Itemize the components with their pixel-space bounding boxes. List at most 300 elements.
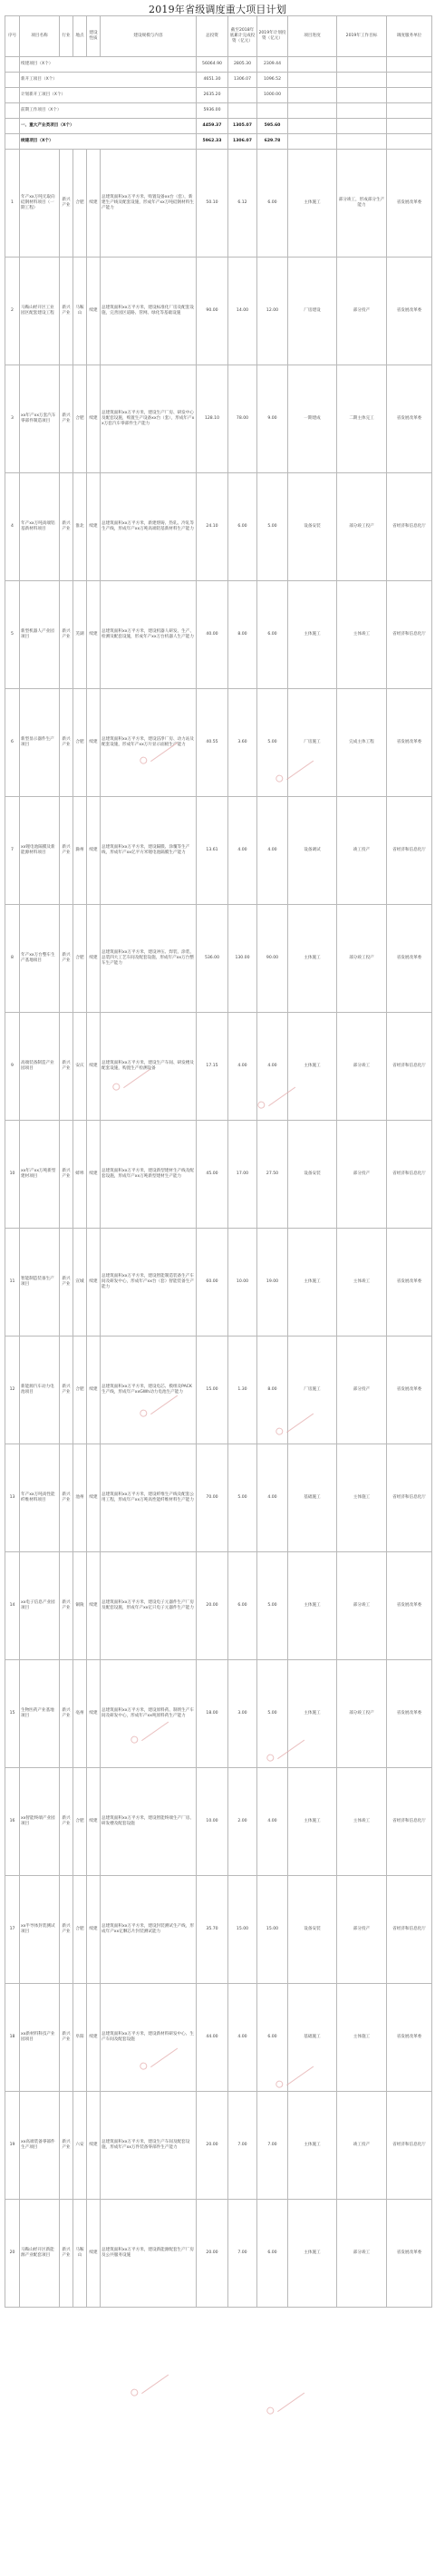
project-unit-cell: 省经济和信息化厅: [387, 1768, 432, 1876]
col-header-done: 截至2018年底累计完成投资（亿元）: [228, 16, 257, 57]
project-plan-cell: 5.00: [257, 689, 288, 797]
project-goal-cell: 部分竣工投产: [337, 905, 387, 1013]
project-plan-cell: 6.00: [257, 150, 288, 258]
project-row: [5, 150, 432, 258]
project-location-cell: 马鞍山: [73, 258, 87, 365]
project-progress-cell: 厂房施工: [288, 689, 337, 797]
project-location-cell: 安庆: [73, 1013, 87, 1121]
project-plan-cell: 90.00: [257, 905, 288, 1013]
project-unit-cell: 省经济和信息化厅: [387, 473, 432, 581]
project-content-cell: 总建筑面积xx万平方米，购置设备xx台（套），新建生产线及配套设施，形成年产xx万吨硅钢材料生产能力: [101, 150, 197, 258]
project-industry-cell: 新兴产业: [60, 473, 73, 581]
summary-row: [5, 73, 432, 88]
project-done-cell: 4.00: [228, 1013, 257, 1121]
col-header-unit: 调度服务单位: [387, 16, 432, 57]
project-location-cell: 淮北: [73, 473, 87, 581]
project-name-cell: 年产xx万吨高端铝基新材料项目: [20, 473, 60, 581]
project-content-cell: 总建筑面积xx万平方米，建设新材料研发中心、生产车间及配套设施: [101, 1984, 197, 2092]
project-progress-cell: 设备安装: [288, 1121, 337, 1229]
project-done-cell: 78.00: [228, 365, 257, 473]
summary-plan: 1000.00: [257, 88, 288, 103]
project-unit-cell: 省发展改革委: [387, 1984, 432, 2092]
project-plan-cell: 6.00: [257, 2200, 288, 2308]
project-content-cell: 总建筑面积xx万平方米，建设原料药、制剂生产车间及研发中心，形成年产xx吨原料药生产能力: [101, 1660, 197, 1768]
project-done-cell: 6.12: [228, 150, 257, 258]
summary-blank: [387, 103, 432, 119]
project-no-cell: 17: [5, 1876, 20, 1984]
project-total-cell: 18.00: [197, 1660, 228, 1768]
col-header-progress: 项目进度: [288, 16, 337, 57]
project-no-cell: 16: [5, 1768, 20, 1876]
project-name-cell: 年产xx万吨高性能纤维材料项目: [20, 1444, 60, 1552]
project-total-cell: 17.15: [197, 1013, 228, 1121]
project-plan-cell: 4.00: [257, 797, 288, 905]
project-nature-cell: 续建: [87, 1121, 101, 1229]
project-nature-cell: 续建: [87, 1229, 101, 1337]
project-nature-cell: 续建: [87, 1660, 101, 1768]
page-title: 2019年省级调度重大项目计划: [149, 4, 286, 15]
project-progress-cell: 基础施工: [288, 1444, 337, 1552]
col-header-content: 建设规模与内容: [101, 16, 197, 57]
project-goal-cell: 竣工投产: [337, 797, 387, 905]
project-nature-cell: 续建: [87, 689, 101, 797]
project-row: [5, 1876, 432, 1984]
col-header-industry: 行业: [60, 16, 73, 57]
project-done-cell: 7.00: [228, 2092, 257, 2200]
project-location-cell: 亳州: [73, 1660, 87, 1768]
project-done-cell: 2.00: [228, 1768, 257, 1876]
project-no-cell: 11: [5, 1229, 20, 1337]
summary-blank: [337, 57, 387, 73]
project-unit-cell: 省发展改革委: [387, 150, 432, 258]
project-plan-cell: 19.00: [257, 1229, 288, 1337]
project-unit-cell: 省发展改革委: [387, 1229, 432, 1337]
project-location-cell: 宣城: [73, 1229, 87, 1337]
project-row: [5, 1337, 432, 1444]
summary-plan: 595.60: [257, 119, 288, 134]
project-goal-cell: 完成主体工程: [337, 689, 387, 797]
summary-row: [5, 134, 432, 150]
project-nature-cell: 续建: [87, 1876, 101, 1984]
project-content-cell: 总建筑面积xx万平方米，建设洁净厂房、动力站及配套设施，形成年产xx万片显示面板生产能力: [101, 689, 197, 797]
project-row: [5, 581, 432, 689]
project-industry-cell: 新兴产业: [60, 1337, 73, 1444]
project-done-cell: 5.00: [228, 1444, 257, 1552]
project-no-cell: 7: [5, 797, 20, 905]
summary-blank: [288, 134, 337, 150]
project-content-cell: 总建筑面积xx万平方米，新建熔铸、热轧、冷轧等生产线，形成年产xx万吨高端铝基新材料生产能力: [101, 473, 197, 581]
table-header-row: [5, 16, 432, 57]
project-plan-cell: 6.00: [257, 1984, 288, 2092]
project-content-cell: 总建筑面积xx万平方米，建设新能源配套生产厂房及公共服务设施: [101, 2200, 197, 2308]
project-goal-cell: 部分投产: [337, 258, 387, 365]
project-content-cell: 总建筑面积xx万平方米，建设纤维生产线及配套公用工程，形成年产xx万吨高性能纤维材料生产能力: [101, 1444, 197, 1552]
project-done-cell: 14.00: [228, 258, 257, 365]
project-unit-cell: 省发展改革委: [387, 2200, 432, 2308]
project-plan-cell: 27.50: [257, 1121, 288, 1229]
project-nature-cell: 续建: [87, 1552, 101, 1660]
project-total-cell: 20.00: [197, 1552, 228, 1660]
summary-total: 4651.30: [197, 73, 228, 88]
project-industry-cell: 新兴产业: [60, 1984, 73, 2092]
project-row: [5, 689, 432, 797]
project-nature-cell: 续建: [87, 1013, 101, 1121]
project-row: [5, 1984, 432, 2092]
project-done-cell: 10.00: [228, 1229, 257, 1337]
col-header-goal: 2019年工作目标: [337, 16, 387, 57]
project-nature-cell: 续建: [87, 1444, 101, 1552]
project-progress-cell: 主体施工: [288, 1660, 337, 1768]
project-industry-cell: 新兴产业: [60, 1768, 73, 1876]
summary-label: 前期工作项目（X个）: [20, 103, 197, 119]
summary-blank: [288, 57, 337, 73]
project-done-cell: 8.00: [228, 581, 257, 689]
project-goal-cell: 主体竣工: [337, 581, 387, 689]
project-name-cell: 年产xx万吨无取向硅钢材料项目（一期工程）: [20, 150, 60, 258]
project-plan-cell: 15.00: [257, 1876, 288, 1984]
project-done-cell: 7.00: [228, 2200, 257, 2308]
project-location-cell: 阜阳: [73, 1984, 87, 2092]
summary-no-cell: [5, 119, 20, 134]
project-no-cell: 9: [5, 1013, 20, 1121]
project-content-cell: 总建筑面积xx万平方米，建设隔膜、涂覆等生产线，形成年产xx亿平方米锂电池隔膜生产能力: [101, 797, 197, 905]
col-header-name: 项目名称: [20, 16, 60, 57]
project-no-cell: 5: [5, 581, 20, 689]
project-location-cell: 合肥: [73, 689, 87, 797]
project-content-cell: 总建筑面积xx万平方米，建设封装测试生产线，形成年产xx亿颗芯片封装测试能力: [101, 1876, 197, 1984]
table-body: [5, 57, 432, 2308]
project-row: [5, 1444, 432, 1552]
project-content-cell: 总建筑面积xx万平方米，建设冲压、焊装、涂装、总装四大工艺车间及配套设施，形成年产xx万台整车生产能力: [101, 905, 197, 1013]
watermark-logo-icon: [265, 2406, 275, 2416]
watermark-stamp: [263, 2383, 304, 2416]
project-done-cell: 3.60: [228, 689, 257, 797]
summary-done: 1306.07: [228, 73, 257, 88]
project-plan-cell: 8.00: [257, 1337, 288, 1444]
project-name-cell: 新能源汽车动力电池项目: [20, 1337, 60, 1444]
project-unit-cell: 省经济和信息化厅: [387, 581, 432, 689]
project-goal-cell: 部分竣工投产: [337, 473, 387, 581]
project-content-cell: 总建筑面积xx万平方米，建设新型建材生产线及配套设施，形成年产xx万吨新型建材生产能力: [101, 1121, 197, 1229]
summary-plan: [257, 103, 288, 119]
project-goal-cell: 部分投产: [337, 1337, 387, 1444]
project-location-cell: 合肥: [73, 1768, 87, 1876]
project-location-cell: 合肥: [73, 150, 87, 258]
project-name-cell: xx高端装备零部件生产项目: [20, 2092, 60, 2200]
project-goal-cell: 部分竣工，形成部分生产能力: [337, 150, 387, 258]
summary-blank: [387, 88, 432, 103]
project-name-cell: xx锂电池隔膜及新能源材料项目: [20, 797, 60, 905]
project-content-cell: 总建筑面积xx万平方米，建设生产厂房、研发中心及配套设施，购置生产设备xx台（套），形成年产xx万套汽车零部件生产能力: [101, 365, 197, 473]
project-nature-cell: 续建: [87, 797, 101, 905]
project-progress-cell: 主体施工: [288, 150, 337, 258]
summary-done: [228, 88, 257, 103]
project-nature-cell: 续建: [87, 2200, 101, 2308]
project-goal-cell: 二期主体完工: [337, 365, 387, 473]
project-location-cell: 芜湖: [73, 581, 87, 689]
project-plan-cell: 5.00: [257, 1660, 288, 1768]
project-industry-cell: 新兴产业: [60, 258, 73, 365]
project-plan-cell: 4.00: [257, 1013, 288, 1121]
project-done-cell: 4.00: [228, 1984, 257, 2092]
project-industry-cell: 新兴产业: [60, 581, 73, 689]
project-industry-cell: 新兴产业: [60, 1876, 73, 1984]
project-total-cell: 44.00: [197, 1984, 228, 2092]
project-done-cell: 6.00: [228, 1552, 257, 1660]
project-row: [5, 2200, 432, 2308]
project-name-cell: xx新材料科技产业园项目: [20, 1984, 60, 2092]
summary-blank: [337, 119, 387, 134]
project-goal-cell: 部分投产: [337, 1121, 387, 1229]
project-total-cell: 10.00: [197, 1768, 228, 1876]
col-header-nature: 建设性质: [87, 16, 101, 57]
project-nature-cell: 续建: [87, 258, 101, 365]
project-no-cell: 18: [5, 1984, 20, 2092]
project-unit-cell: 省经济和信息化厅: [387, 797, 432, 905]
project-progress-cell: 基础施工: [288, 1984, 337, 2092]
project-unit-cell: 省发展改革委: [387, 1660, 432, 1768]
summary-label: 计划新开工项目（X个）: [20, 88, 197, 103]
project-content-cell: 总建筑面积xx万平方米，建设电子元器件生产厂房及配套设施，形成年产xx亿只电子元器件生产能力: [101, 1552, 197, 1660]
project-total-cell: 20.00: [197, 2200, 228, 2308]
project-no-cell: 4: [5, 473, 20, 581]
project-progress-cell: 主体施工: [288, 1013, 337, 1121]
project-industry-cell: 新兴产业: [60, 1552, 73, 1660]
project-unit-cell: 省经济和信息化厅: [387, 1876, 432, 1984]
project-row: [5, 1013, 432, 1121]
project-total-cell: 50.10: [197, 150, 228, 258]
summary-blank: [288, 73, 337, 88]
project-total-cell: 40.00: [197, 581, 228, 689]
project-total-cell: 24.10: [197, 473, 228, 581]
project-total-cell: 40.55: [197, 689, 228, 797]
project-location-cell: 蚌埠: [73, 1121, 87, 1229]
project-done-cell: 15.00: [228, 1876, 257, 1984]
summary-blank: [387, 73, 432, 88]
project-industry-cell: 新兴产业: [60, 905, 73, 1013]
project-no-cell: 8: [5, 905, 20, 1013]
summary-blank: [288, 88, 337, 103]
project-done-cell: 4.00: [228, 797, 257, 905]
summary-done: 2805.30: [228, 57, 257, 73]
summary-row: [5, 103, 432, 119]
project-location-cell: 合肥: [73, 1337, 87, 1444]
project-goal-cell: 部分竣工: [337, 1552, 387, 1660]
project-nature-cell: 续建: [87, 1337, 101, 1444]
project-total-cell: 90.00: [197, 258, 228, 365]
project-name-cell: 马鞍山经开区工业园区配套建设工程: [20, 258, 60, 365]
summary-blank: [387, 57, 432, 73]
project-no-cell: 20: [5, 2200, 20, 2308]
project-goal-cell: 部分竣工投产: [337, 1660, 387, 1768]
project-location-cell: 合肥: [73, 905, 87, 1013]
project-row: [5, 1660, 432, 1768]
project-no-cell: 10: [5, 1121, 20, 1229]
project-progress-cell: 主体施工: [288, 905, 337, 1013]
project-no-cell: 6: [5, 689, 20, 797]
project-row: [5, 2092, 432, 2200]
summary-blank: [288, 119, 337, 134]
project-industry-cell: 新兴产业: [60, 365, 73, 473]
project-progress-cell: 厂房建设: [288, 258, 337, 365]
summary-label: 续建项目（X个）: [20, 134, 197, 150]
project-content-cell: 总建筑面积xx万平方米，建设生产车间、研发楼及配套设施，购置生产检测设备: [101, 1013, 197, 1121]
project-unit-cell: 省经济和信息化厅: [387, 1444, 432, 1552]
project-industry-cell: 新兴产业: [60, 2092, 73, 2200]
project-name-cell: 新型机器人产业园项目: [20, 581, 60, 689]
project-row: [5, 1552, 432, 1660]
project-total-cell: 20.00: [197, 2092, 228, 2200]
project-location-cell: 滁州: [73, 797, 87, 905]
project-nature-cell: 续建: [87, 905, 101, 1013]
project-name-cell: 智能制造装备生产项目: [20, 1229, 60, 1337]
project-name-cell: xx智能终端产业园项目: [20, 1768, 60, 1876]
project-name-cell: xx半导体封装测试项目: [20, 1876, 60, 1984]
summary-total: 2635.20: [197, 88, 228, 103]
summary-blank: [337, 88, 387, 103]
project-goal-cell: 主体施工: [337, 1984, 387, 2092]
project-name-cell: xx年产xx万吨新型建材项目: [20, 1121, 60, 1229]
summary-done: 1306.07: [228, 134, 257, 150]
summary-plan: 2309.44: [257, 57, 288, 73]
summary-blank: [337, 134, 387, 150]
project-industry-cell: 新兴产业: [60, 1121, 73, 1229]
project-content-cell: 总建筑面积xx万平方米，建设机器人研发、生产、检测及配套设施，形成年产xx万台机器人生产能力: [101, 581, 197, 689]
project-row: [5, 1121, 432, 1229]
project-row: [5, 905, 432, 1013]
project-location-cell: 六安: [73, 2092, 87, 2200]
project-total-cell: 60.00: [197, 1229, 228, 1337]
summary-done: [228, 103, 257, 119]
project-unit-cell: 省发展改革委: [387, 1337, 432, 1444]
project-total-cell: 70.00: [197, 1444, 228, 1552]
project-progress-cell: 主体施工: [288, 2092, 337, 2200]
project-industry-cell: 新兴产业: [60, 1229, 73, 1337]
project-content-cell: 总建筑面积xx万平方米，建设标准化厂房及配套设施，完善园区道路、管网、绿化等基础设施: [101, 258, 197, 365]
summary-label: 一、重大产业类项目（X个）: [20, 119, 197, 134]
project-progress-cell: 一期建成: [288, 365, 337, 473]
project-name-cell: xx年产xx万套汽车零部件制造项目: [20, 365, 60, 473]
summary-no-cell: [5, 73, 20, 88]
project-no-cell: 13: [5, 1444, 20, 1552]
project-nature-cell: 续建: [87, 581, 101, 689]
project-plan-cell: 6.00: [257, 581, 288, 689]
summary-blank: [288, 103, 337, 119]
project-content-cell: 总建筑面积xx万平方米，建设智能制造装备生产车间及研发中心，形成年产xx台（套）智能装备生产能力: [101, 1229, 197, 1337]
project-row: [5, 258, 432, 365]
summary-label: 新开工项目（X个）: [20, 73, 197, 88]
project-goal-cell: 主体竣工: [337, 1229, 387, 1337]
project-name-cell: xx电子信息产业园项目: [20, 1552, 60, 1660]
summary-total: 4459.37: [197, 119, 228, 134]
col-header-total: 总投资: [197, 16, 228, 57]
project-location-cell: 马鞍山: [73, 2200, 87, 2308]
project-nature-cell: 续建: [87, 1984, 101, 2092]
project-unit-cell: 省发展改革委: [387, 689, 432, 797]
project-progress-cell: 主体施工: [288, 581, 337, 689]
project-plan-cell: 9.00: [257, 365, 288, 473]
col-header-location: 地点: [73, 16, 87, 57]
summary-total: 56064.90: [197, 57, 228, 73]
summary-row: [5, 119, 432, 134]
project-total-cell: 128.10: [197, 365, 228, 473]
project-unit-cell: 省发展改革委: [387, 1552, 432, 1660]
project-nature-cell: 续建: [87, 2092, 101, 2200]
project-location-cell: 合肥: [73, 365, 87, 473]
project-done-cell: 6.00: [228, 473, 257, 581]
project-goal-cell: 竣工投产: [337, 2092, 387, 2200]
project-industry-cell: 新兴产业: [60, 150, 73, 258]
summary-no-cell: [5, 103, 20, 119]
summary-no-cell: [5, 57, 20, 73]
project-progress-cell: 主体施工: [288, 1229, 337, 1337]
project-progress-cell: 主体施工: [288, 2200, 337, 2308]
summary-plan: 1096.52: [257, 73, 288, 88]
project-nature-cell: 续建: [87, 473, 101, 581]
summary-blank: [387, 134, 432, 150]
project-row: [5, 797, 432, 905]
project-location-cell: 池州: [73, 1444, 87, 1552]
project-name-cell: 生物医药产业基地项目: [20, 1660, 60, 1768]
project-total-cell: 45.00: [197, 1121, 228, 1229]
project-no-cell: 14: [5, 1552, 20, 1660]
project-industry-cell: 新兴产业: [60, 1660, 73, 1768]
summary-no-cell: [5, 88, 20, 103]
summary-blank: [337, 103, 387, 119]
project-total-cell: 13.61: [197, 797, 228, 905]
project-goal-cell: 部分投产: [337, 1876, 387, 1984]
project-goal-cell: 主体施工: [337, 1444, 387, 1552]
project-unit-cell: 省发展改革委: [387, 258, 432, 365]
project-goal-cell: 部分竣工: [337, 1013, 387, 1121]
project-goal-cell: 主体竣工: [337, 1768, 387, 1876]
project-unit-cell: 省经济和信息化厅: [387, 1121, 432, 1229]
watermark-logo-icon: [129, 2387, 139, 2397]
project-goal-cell: 部分竣工: [337, 2200, 387, 2308]
project-nature-cell: 续建: [87, 365, 101, 473]
project-total-cell: 536.00: [197, 905, 228, 1013]
project-plan-cell: 4.00: [257, 1444, 288, 1552]
project-plan-cell: 7.00: [257, 2092, 288, 2200]
project-no-cell: 19: [5, 2092, 20, 2200]
project-row: [5, 1229, 432, 1337]
project-no-cell: 3: [5, 365, 20, 473]
summary-label: 续建项目（X个）: [20, 57, 197, 73]
project-done-cell: 17.00: [228, 1121, 257, 1229]
summary-total: 5962.33: [197, 134, 228, 150]
project-name-cell: 高端装备制造产业园项目: [20, 1013, 60, 1121]
summary-row: [5, 57, 432, 73]
summary-done: 1305.07: [228, 119, 257, 134]
project-no-cell: 1: [5, 150, 20, 258]
project-name-cell: 新型显示器件生产项目: [20, 689, 60, 797]
project-row: [5, 365, 432, 473]
watermark-stamp: [127, 2365, 168, 2398]
project-progress-cell: 设备安装: [288, 1876, 337, 1984]
project-no-cell: 15: [5, 1660, 20, 1768]
project-done-cell: 130.00: [228, 905, 257, 1013]
project-plan-cell: 4.00: [257, 1768, 288, 1876]
project-no-cell: 2: [5, 258, 20, 365]
summary-no-cell: [5, 134, 20, 150]
project-content-cell: 总建筑面积xx万平方米，建设生产车间及配套设施，形成年产xx万件装备零部件生产能力: [101, 2092, 197, 2200]
project-progress-cell: 厂房施工: [288, 1337, 337, 1444]
project-table: [5, 15, 432, 2308]
project-content-cell: 总建筑面积xx万平方米，建设电芯、模组及PACK生产线，形成年产xxGWh动力电池生产能力: [101, 1337, 197, 1444]
project-total-cell: 15.00: [197, 1337, 228, 1444]
project-industry-cell: 新兴产业: [60, 1013, 73, 1121]
project-progress-cell: 设备安装: [288, 473, 337, 581]
